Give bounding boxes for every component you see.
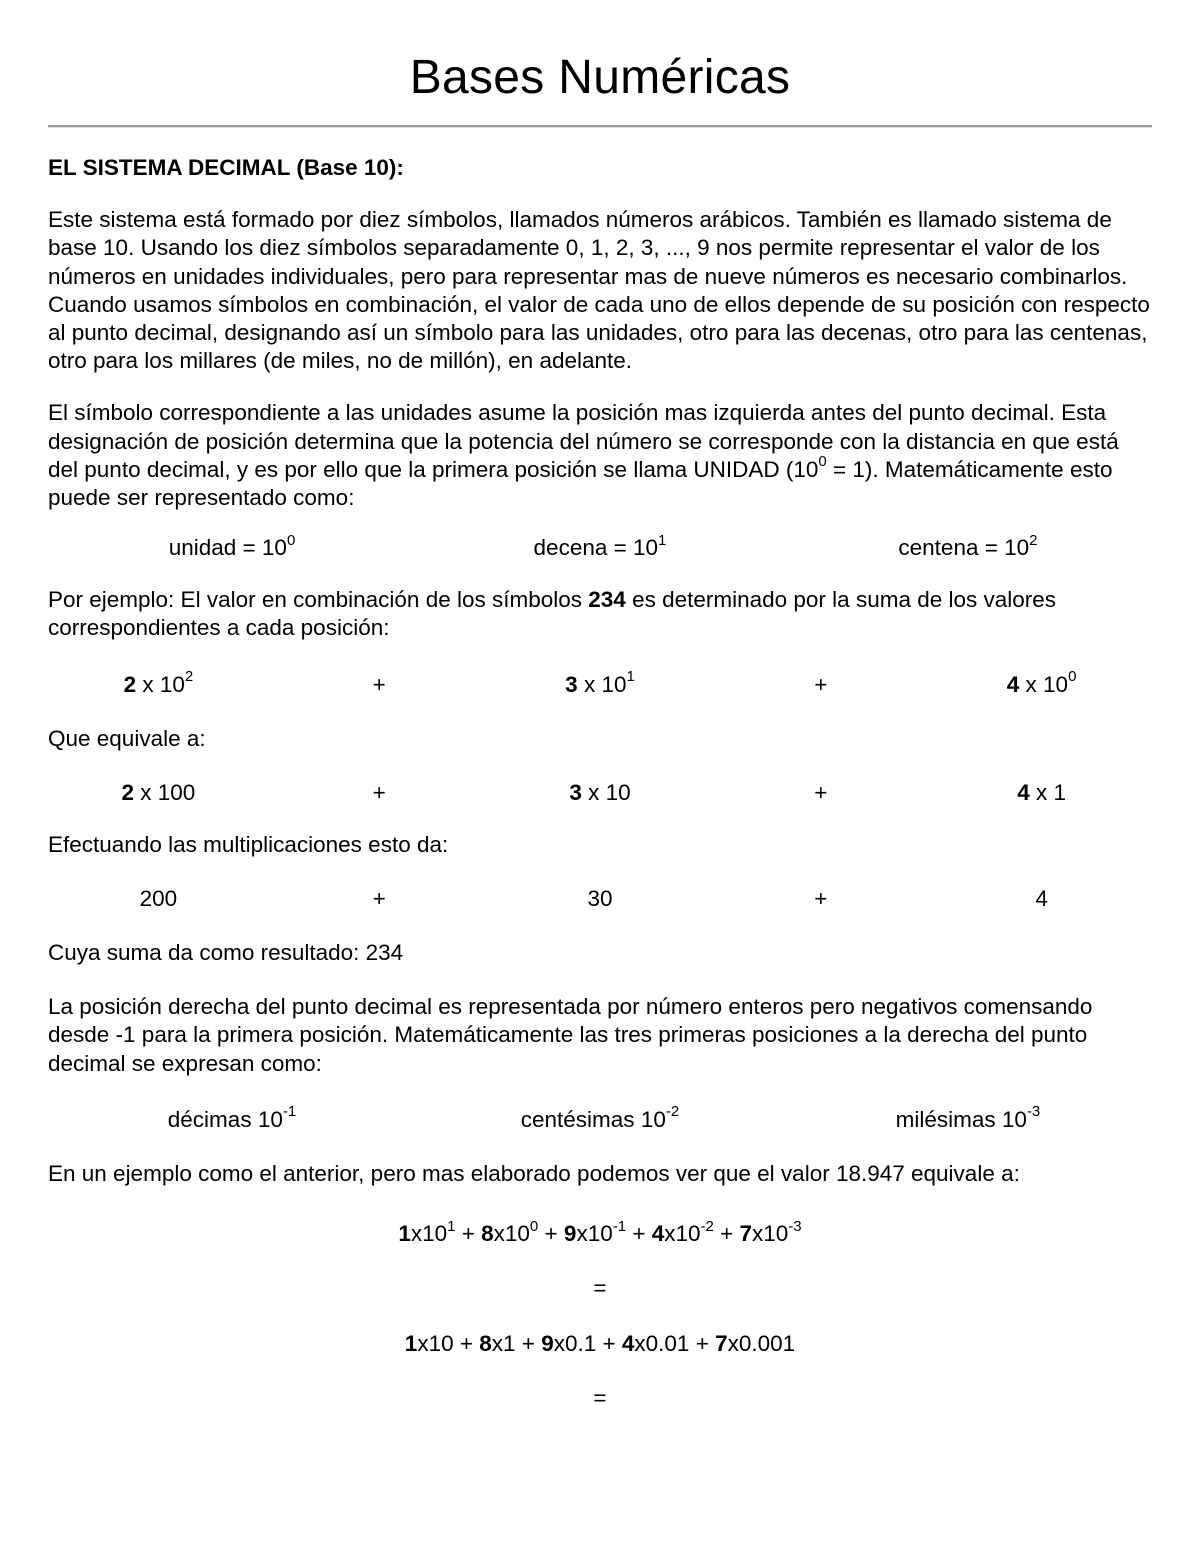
title-divider <box>48 125 1152 128</box>
plus-operator: + <box>814 779 828 805</box>
plus-operator: + <box>814 886 828 912</box>
formula-powers <box>48 1217 1152 1248</box>
term-text: x 10 <box>577 671 627 697</box>
formula-sep: + <box>453 1331 480 1357</box>
formula-text: x10 <box>664 1221 701 1247</box>
fraction-label: milésimas 10 <box>895 1106 1027 1132</box>
fraction-exp: -2 <box>665 1103 680 1121</box>
term <box>490 779 711 807</box>
example-text-before: Por ejemplo: El valor en combinación de los símbolos <box>48 587 589 613</box>
term-exp: 2 <box>184 668 194 686</box>
equals-sign: = <box>593 1275 607 1301</box>
formula-text: x0.001 <box>727 1331 796 1357</box>
term-text: x 1 <box>1029 779 1066 805</box>
position-unidad <box>48 531 416 562</box>
fraction-exp: -3 <box>1026 1103 1041 1121</box>
position-centena <box>784 531 1152 562</box>
page-title: Bases Numéricas <box>409 51 791 104</box>
formula-digit: 9 <box>563 1221 577 1247</box>
formula-exp: 0 <box>529 1217 539 1235</box>
term <box>48 668 269 699</box>
example-text-after: es determinado por la suma de los valores correspondientes a cada posición: <box>48 587 1057 641</box>
term-text: x 10 <box>1019 671 1069 697</box>
paragraph-negative-positions: La posición derecha del punto decimal es representada por número enteros pero negativos comensando desde -1 para la primera posición. Matemáticamente las tres primeras posiciones a la derecha del punto decimal se expresan como: <box>48 994 1093 1076</box>
position-decena <box>416 531 784 562</box>
term-exp: 1 <box>626 668 635 686</box>
paragraph-example <box>48 586 1152 642</box>
plus-operator: + <box>372 779 386 805</box>
formula-text: x10 <box>417 1331 454 1357</box>
fraction-label: centésimas 10 <box>520 1106 666 1132</box>
equivale-label: Que equivale a: <box>48 725 206 751</box>
paragraph-unidad <box>48 399 1152 512</box>
paragraph-unidad-text: El símbolo correspondiente a las unidades asume la posición mas izquierda antes del punto decimal. Esta designación de posición determina que la potencia del número se corresponde con la distancia en que está del punto decimal, y es por ello que la primera posición se llama UNIDAD ( <box>48 400 1119 482</box>
formula-exp: 1 <box>447 1217 456 1235</box>
formula-exp: -3 <box>788 1217 802 1235</box>
position-label: centena = 10 <box>898 535 1030 561</box>
term-digit: 2 <box>121 779 134 805</box>
formula-values <box>48 1330 1152 1358</box>
formula-digit: 7 <box>739 1221 753 1247</box>
formula-digit: 9 <box>541 1331 554 1357</box>
multiplicaciones-label: Efectuando las multiplicaciones esto da: <box>48 831 449 857</box>
term-text: x 10 <box>136 671 185 697</box>
term-digit: 2 <box>123 671 137 697</box>
term <box>931 779 1152 807</box>
term <box>48 779 269 807</box>
position-exp: 0 <box>286 531 296 549</box>
formula-sep: + <box>689 1331 716 1357</box>
plus-operator: + <box>372 671 386 697</box>
positions-row <box>48 531 1152 562</box>
formula-text: x0.01 <box>634 1331 690 1357</box>
term-text: x 10 <box>581 779 631 805</box>
fractions-row <box>48 1103 1152 1134</box>
formula-text: x1 <box>491 1331 516 1357</box>
formula-sep: + <box>538 1221 564 1247</box>
formula-text: x10 <box>493 1221 530 1247</box>
formula-text: x10 <box>576 1221 613 1247</box>
example-number: 234 <box>588 587 626 613</box>
expansion-results-row <box>48 885 1152 913</box>
plus-operator: + <box>372 886 386 912</box>
position-label: decena = 10 <box>533 535 659 561</box>
formula-sep: + <box>515 1331 542 1357</box>
formula-digit: 8 <box>479 1331 492 1357</box>
term-value: 30 <box>587 886 613 912</box>
term-value: 4 <box>1035 886 1048 912</box>
term-digit: 3 <box>565 671 578 697</box>
document-page <box>48 0 1152 1412</box>
formula-sep: + <box>713 1221 740 1247</box>
term-exp: 0 <box>1068 668 1077 686</box>
position-label: unidad = 10 <box>168 535 287 561</box>
formula-text: x0.1 <box>553 1331 597 1357</box>
position-exp: 2 <box>1029 531 1038 549</box>
paragraph-unidad-exp: 0 <box>818 453 827 471</box>
formula-text: x10 <box>410 1221 448 1247</box>
formula-sep: + <box>455 1221 482 1247</box>
formula-digit: 1 <box>404 1331 418 1357</box>
paragraph-unidad-base: 10 <box>793 456 819 482</box>
section-title: EL SISTEMA DECIMAL (Base 10): <box>48 155 404 180</box>
example2-intro: En un ejemplo como el anterior, pero mas elaborado podemos ver que el valor 18.947 equivale a: <box>48 1160 1020 1186</box>
formula-exp: -2 <box>700 1217 714 1235</box>
fraction-label: décimas 10 <box>167 1106 283 1132</box>
term <box>490 668 711 699</box>
formula-digit: 1 <box>398 1221 411 1247</box>
formula-sep: + <box>626 1221 652 1247</box>
fraction-decimas <box>48 1103 416 1134</box>
paragraph-intro: Este sistema está formado por diez símbolos, llamados números arábicos. También es llamado sistema de base 10. Usando los diez símbolos separadamente 0, 1, 2, 3, ..., 9 nos permite representar el valor de los números en unidades individuales, pero para representar mas de nueve números es necesario combinarlos. Cuando usamos símbolos en combinación, el valor de cada uno de ellos depende de su posición con respecto al punto decimal, designando así un símbolo para las unidades, otro para las decenas, otro para las centenas, otro para los millares (de miles, no de millón), en adelante. <box>48 207 1150 374</box>
term-digit: 3 <box>569 779 582 805</box>
term-value: 200 <box>139 886 178 912</box>
fraction-exp: -1 <box>282 1103 297 1121</box>
plus-operator: + <box>814 671 828 697</box>
equals-sign: = <box>593 1385 607 1411</box>
term-digit: 4 <box>1017 779 1030 805</box>
formula-exp: -1 <box>612 1217 627 1235</box>
formula-text: x10 <box>752 1221 789 1247</box>
expansion-values-row <box>48 779 1152 807</box>
term-digit: 4 <box>1006 671 1020 697</box>
suma-label: Cuya suma da como resultado: 234 <box>48 940 404 966</box>
formula-digit: 4 <box>621 1331 635 1357</box>
formula-digit: 8 <box>481 1221 494 1247</box>
formula-digit: 7 <box>715 1331 728 1357</box>
formula-sep: + <box>596 1331 622 1357</box>
paragraph-unidad-tail: = 1). Matemáticamente esto puede ser representado como: <box>48 456 1113 511</box>
position-exp: 1 <box>658 531 667 549</box>
fraction-centesimas <box>416 1103 784 1134</box>
formula-digit: 4 <box>651 1221 665 1247</box>
fraction-milesimas <box>784 1103 1152 1134</box>
term-text: x 100 <box>134 779 196 805</box>
expansion-powers-row <box>48 668 1152 699</box>
term <box>931 668 1152 699</box>
